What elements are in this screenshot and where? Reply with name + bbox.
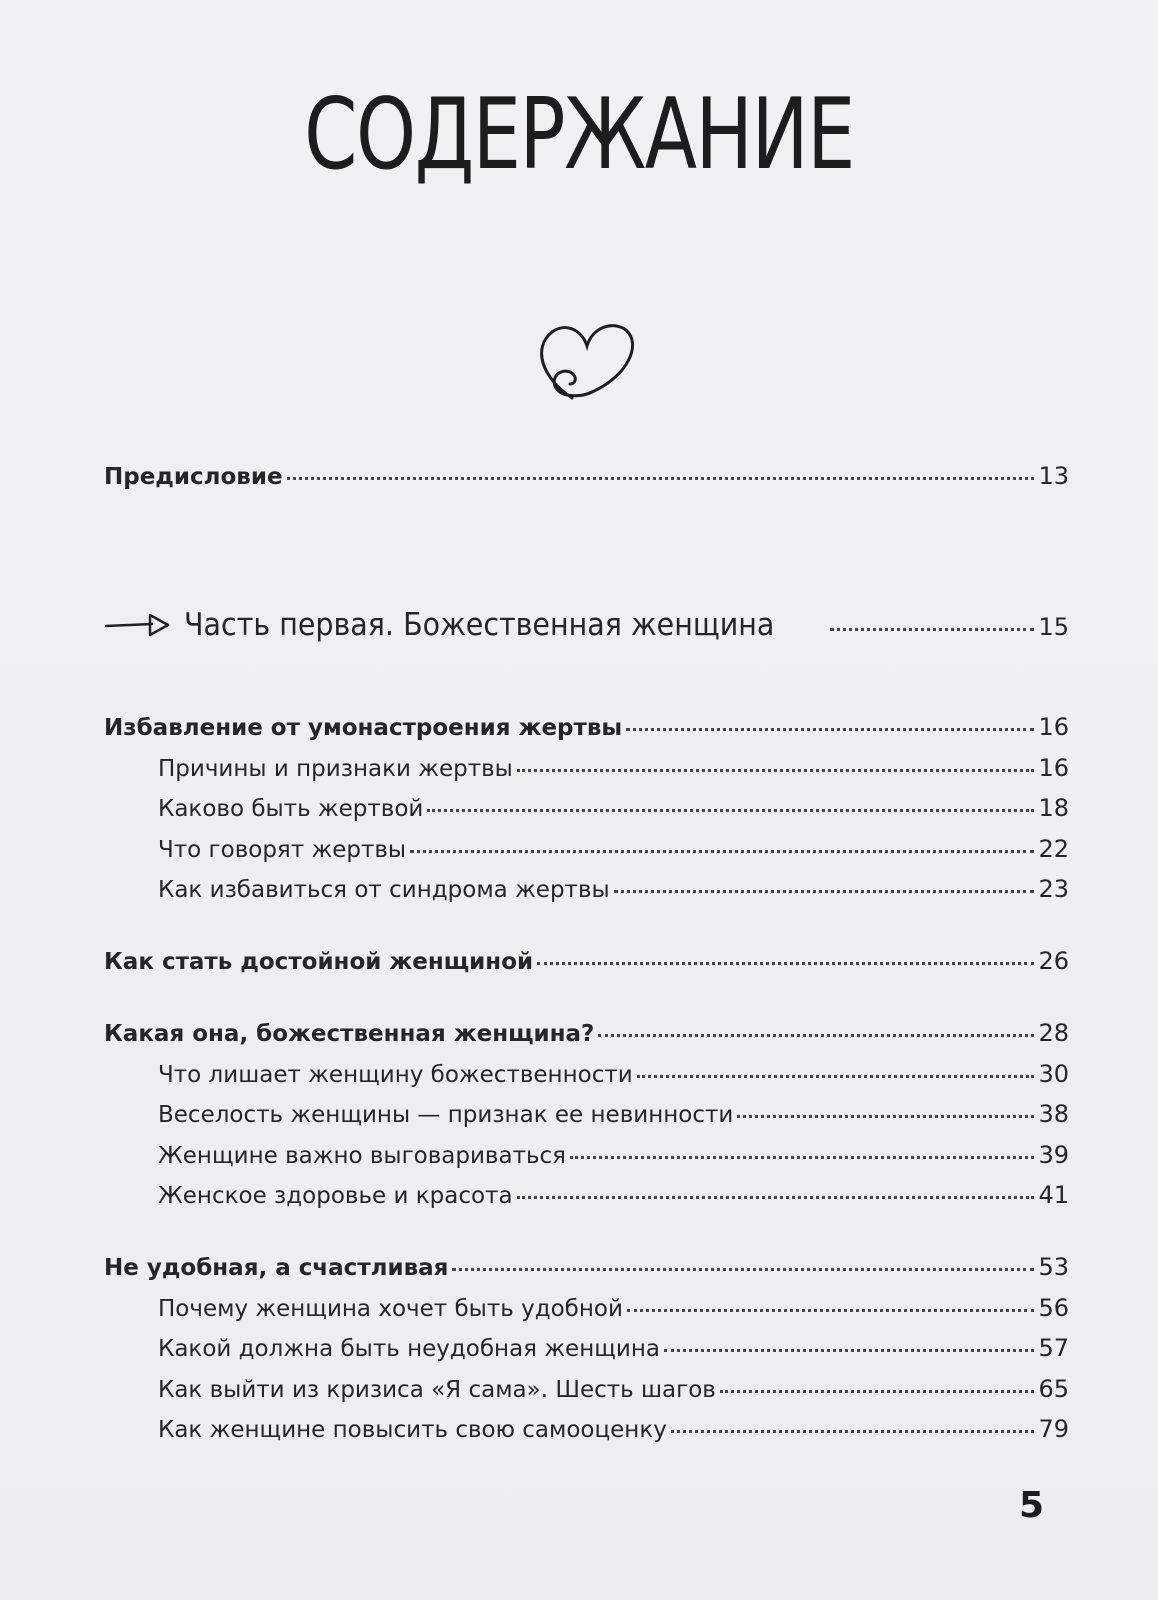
toc-entry-label: Что лишает женщину божественности (158, 1062, 633, 1088)
toc-entry-page: 16 (1038, 754, 1069, 782)
dot-leader (517, 1196, 1035, 1199)
dot-leader (452, 1268, 1034, 1271)
toc-entry-label: Предисловие (104, 464, 283, 490)
toc-entry-page: 28 (1038, 1019, 1069, 1047)
toc-subentry[interactable] (158, 875, 1069, 903)
toc-subentry[interactable] (158, 754, 1069, 782)
toc-entry-page: 65 (1038, 1375, 1069, 1403)
toc-entry-page: 30 (1038, 1060, 1069, 1088)
toc-entry-page: 13 (1038, 462, 1069, 490)
dot-leader (537, 962, 1034, 965)
toc-entry-label: Женщине важно выговариваться (158, 1143, 567, 1169)
toc-subentry[interactable] (158, 1415, 1069, 1443)
toc-subentry[interactable] (158, 1294, 1069, 1322)
toc-entry-label: Какой должна быть неудобная женщина (158, 1336, 660, 1362)
toc-entry-page: 23 (1038, 875, 1069, 903)
toc-entry-worthy-woman[interactable] (104, 947, 1069, 975)
dot-leader (598, 1034, 1034, 1037)
toc-entry-label: Каково быть жертвой (158, 796, 424, 822)
toc-entry-label: Как женщине повысить свою самооценку (158, 1417, 667, 1443)
dot-leader (720, 1390, 1035, 1393)
toc-entry-page: 26 (1038, 947, 1069, 975)
toc-entry-part-one[interactable] (104, 607, 1069, 643)
toc-entry-page: 56 (1038, 1294, 1069, 1322)
toc-entry-page: 16 (1038, 713, 1069, 741)
toc-subentry[interactable] (158, 1100, 1069, 1128)
dot-leader (737, 1115, 1034, 1118)
dot-leader (664, 1349, 1034, 1352)
toc-entry-divine-woman[interactable] (104, 1019, 1069, 1047)
toc-entry-page: 39 (1038, 1141, 1069, 1169)
toc-entry-page: 57 (1038, 1334, 1069, 1362)
toc-entry-label: Как избавиться от синдрома жертвы (158, 877, 610, 903)
toc-subentry[interactable] (158, 1181, 1069, 1209)
dot-leader (570, 1156, 1034, 1159)
toc-subentry[interactable] (158, 794, 1069, 822)
toc-entry-page: 53 (1038, 1253, 1069, 1281)
toc-entry-page: 41 (1038, 1181, 1069, 1209)
toc-entry-label: Какая она, божественная женщина? (104, 1021, 595, 1047)
toc-entry-label: Как стать достойной женщиной (104, 949, 534, 975)
toc-entry-page: 18 (1038, 794, 1069, 822)
dot-leader (427, 809, 1034, 812)
toc-entry-happy-not-convenient[interactable] (104, 1253, 1069, 1281)
toc-entry-label: Что говорят жертвы (158, 837, 407, 863)
dot-leader (410, 850, 1034, 853)
toc-subentry[interactable] (158, 835, 1069, 863)
dot-leader (671, 1430, 1035, 1433)
toc-subentry[interactable] (158, 1060, 1069, 1088)
dot-leader (614, 890, 1035, 893)
page-title: СОДЕРЖАНИЕ (304, 78, 854, 192)
toc-entry-page: 38 (1038, 1100, 1069, 1128)
toc-entry-page: 15 (1038, 613, 1069, 641)
toc-entry-preface[interactable] (104, 462, 1069, 490)
dot-leader (637, 1075, 1035, 1078)
toc-subentry[interactable] (158, 1375, 1069, 1403)
dot-leader (626, 728, 1034, 731)
toc-entry-page: 79 (1038, 1415, 1069, 1443)
toc-entry-label: Женское здоровье и красота (158, 1183, 513, 1209)
dot-leader (830, 628, 1035, 631)
toc-entry-victim-mindset[interactable] (104, 713, 1069, 741)
dot-leader (287, 477, 1035, 480)
toc-entry-label: Избавление от умонастроения жертвы (104, 715, 623, 741)
arrow-right-icon (104, 612, 172, 638)
toc-subentry[interactable] (158, 1334, 1069, 1362)
toc-entry-label: Не удобная, а счастливая (104, 1255, 449, 1281)
toc-entry-page: 22 (1038, 835, 1069, 863)
toc-subentry[interactable] (158, 1141, 1069, 1169)
dot-leader (627, 1309, 1035, 1312)
toc-entry-label: Почему женщина хочет быть удобной (158, 1296, 623, 1322)
toc-entry-label: Веселость женщины — признак ее невинности (158, 1102, 734, 1128)
toc-entry-label: Как выйти из кризиса «Я сама». Шесть шагов (158, 1377, 716, 1403)
dot-leader (517, 769, 1035, 772)
toc-entry-label: Причины и признаки жертвы (158, 756, 513, 782)
page-number: 5 (1019, 1485, 1045, 1526)
toc-entry-label: Часть первая. Божественная женщина (184, 607, 775, 643)
